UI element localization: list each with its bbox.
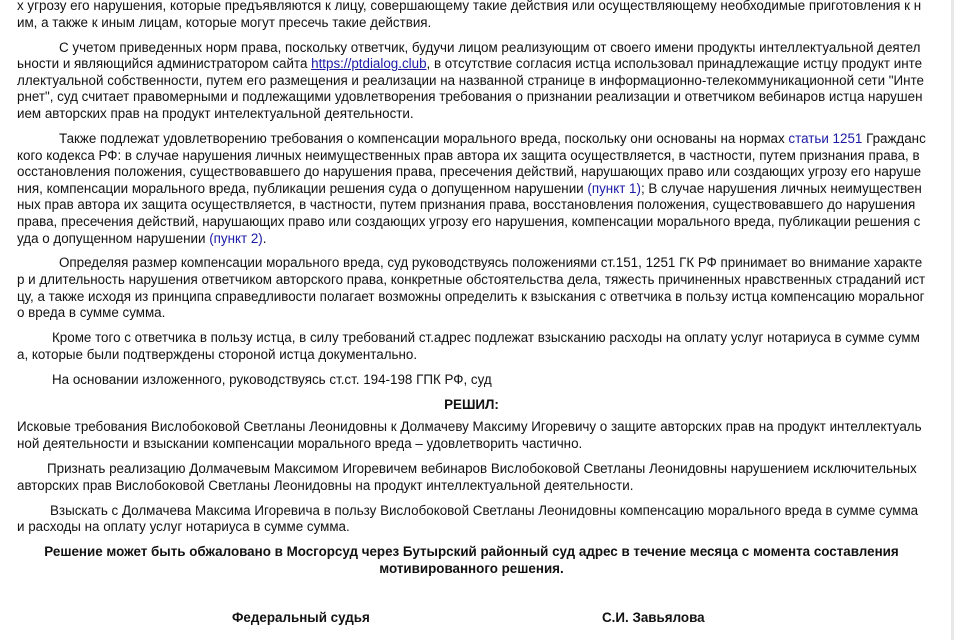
paragraph-text: ; В случае нарушения личных неимущественных прав автора их защита осуществляется, в частности, путем признания права, восстановления положения, существовавшего до нарушения права, пресечения действий, нарушающих право или создающих угрозу его нарушения, компенсации морального вреда, публикации решения суда о допущенном нарушении: [17, 180, 922, 246]
site-link[interactable]: https://ptdialog.club: [311, 56, 427, 72]
judge-name: С.И. Завьялова: [602, 610, 705, 625]
appeal-notice: Решение может быть обжаловано в Мосгорсуд через Бутырский районный суд адрес в течение месяца с момента составления мотивированного решения.: [44, 544, 899, 576]
decision-heading: РЕШИЛ:: [444, 396, 499, 412]
paragraph-grounds: На основании изложенного, руководствуясь ст.ст. 194-198 ГПК РФ, суд: [52, 371, 492, 387]
paragraph-notary-expenses: Кроме того с ответчика в пользу истца, в силу требований ст.адрес подлежат взысканию расходы на оплату услуг нотариуса в сумме сумма, которые были подтверждены стороной истца документально.: [17, 330, 920, 362]
paragraph-text: Гражданского кодекса РФ: в случае нарушения личных неимущественных прав автора их защита осуществляется, в частности, путем признания права, восстановления положения, существовавшего до нарушения права, пресечения действий, нарушающих право или создающих угрозу его нарушения, компенсации морального вреда, публикации решения суда о допущенном нарушении: [17, 130, 926, 196]
ruling-recognize: Признать реализацию Долмачевым Максимом Игоревичем вебинаров Вислобоковой Светланы Леонидовны нарушением исключительных авторских прав Вислобоковой Светланы Леонидовны на продукт интеллектуальной деятельности.: [17, 460, 917, 493]
paragraph-infringement: [17, 40, 926, 123]
paragraph-threat: х угрозу его нарушения, которые предъявляются к лицу, совершающему такие действия или осуществляющему необходимые приготовления к ним, а также к иным лицам, которые могут пресечь такие действия.: [17, 0, 922, 30]
paragraph-text: С учетом приведенных норм права, поскольку ответчик, будучи лицом реализующим от своего имени продукты интеллектуальной деятельности и являющийся администратором сайта: [17, 39, 921, 72]
clause-2-link[interactable]: (пункт 2): [209, 230, 263, 246]
paragraph-text: .: [262, 230, 267, 246]
law-article-link[interactable]: статьи 1251: [788, 130, 863, 146]
ruling-collect: Взыскать с Долмачева Максима Игоревича в пользу Вислобоковой Светланы Леонидовны компенсацию морального вреда в сумме сумма и расходы на оплату услуг нотариуса в сумме сумма.: [17, 502, 919, 535]
paragraph-compensation-amount: Определяя размер компенсации морального вреда, суд руководствуясь положениями ст.151, 1251 ГК РФ принимает во внимание характер и длительность нарушения ответчиком авторского права, конкретные обстоятельства дела, тяжесть причиненных нравственных страданий истцу, а также исходя из принципа справедливости полагает возможны определить к взыскания с ответчика в пользу истца компенсацию морального вреда в сумме сумма.: [17, 255, 926, 321]
paragraph-text: Также подлежат удовлетворению требования о компенсации морального вреда, поскольку они основаны на нормах: [59, 130, 789, 146]
judge-title: Федеральный судья: [232, 610, 370, 625]
document-body: [17, 0, 926, 586]
paragraph-text: , в отсутствие согласия истца использовал принадлежащие истцу продукт интеллектуальной собственности, путем его размещения и реализации на названной странице в информационно-телекоммуникационной сети "Интернет", суд считает правомерными и подлежащими удовлетворения требования о признании реализации и ответчиком вебинаров истца нарушением авторских прав на продукт интелектуальной деятельности.: [17, 56, 924, 121]
ruling-claims: Исковые требования Вислобоковой Светланы Леонидовны к Долмачеву Максиму Игоревичу о защите авторских прав на продукт интеллектуальной деятельности и взыскании компенсации морального вреда – удовлетворить частично.: [17, 419, 922, 451]
paragraph-moral-damages: [17, 131, 926, 247]
clause-1-link[interactable]: (пункт 1): [587, 180, 641, 196]
